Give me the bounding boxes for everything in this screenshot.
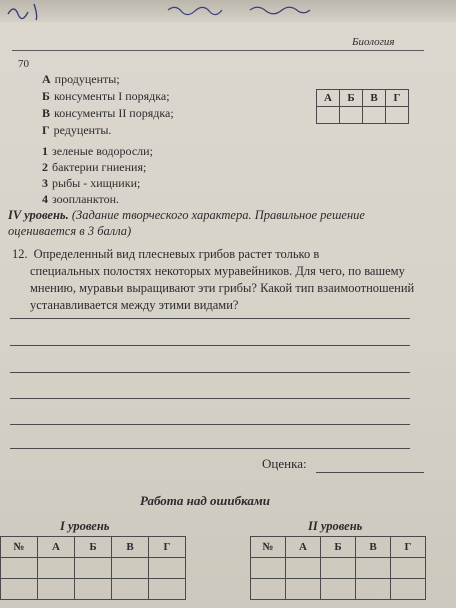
answer-table xyxy=(316,89,409,124)
category-b: Б консументы I порядка; xyxy=(42,89,170,103)
answer-cell[interactable] xyxy=(363,107,386,124)
col-number-header: № xyxy=(1,537,38,558)
header-rule xyxy=(12,50,424,51)
level-1-title: I уровень xyxy=(60,519,110,533)
table-cell[interactable] xyxy=(251,558,286,579)
answer-header-d: Г xyxy=(386,90,409,107)
answer-line[interactable] xyxy=(10,345,410,346)
category-a: А продуценты; xyxy=(42,72,120,86)
answer-line[interactable] xyxy=(10,398,410,399)
table-cell[interactable] xyxy=(112,558,149,579)
handwriting-scribble xyxy=(0,0,456,24)
category-c: В консументы II порядка; xyxy=(42,106,174,120)
mistakes-title: Работа над ошибками xyxy=(140,493,270,508)
table-cell[interactable] xyxy=(149,579,186,600)
answer-header-c: В xyxy=(363,90,386,107)
table-cell[interactable] xyxy=(38,558,75,579)
col-d-header: Г xyxy=(149,537,186,558)
col-c-header: В xyxy=(112,537,149,558)
table-cell[interactable] xyxy=(1,558,38,579)
table-cell[interactable] xyxy=(251,579,286,600)
level-4-heading xyxy=(8,207,426,239)
table-cell[interactable] xyxy=(356,579,391,600)
col-d-header: Г xyxy=(391,537,426,558)
answer-line[interactable] xyxy=(10,424,410,425)
table-cell[interactable] xyxy=(321,558,356,579)
task-text-first: Определенный вид плесневых грибов растет только в xyxy=(33,247,320,261)
answer-header-a: А xyxy=(317,90,340,107)
answer-cell[interactable] xyxy=(317,107,340,124)
col-b-header: Б xyxy=(321,537,356,558)
answer-header-b: Б xyxy=(340,90,363,107)
col-number-header: № xyxy=(251,537,286,558)
page-number: 70 xyxy=(18,58,29,70)
table-cell[interactable] xyxy=(38,579,75,600)
table-cell[interactable] xyxy=(1,579,38,600)
level-2-title: II уровень xyxy=(308,519,363,533)
table-cell[interactable] xyxy=(391,579,426,600)
col-a-header: А xyxy=(286,537,321,558)
task-12 xyxy=(12,246,424,314)
organism-1: 1 зеленые водоросли; xyxy=(42,144,153,158)
subject-heading: Биология xyxy=(352,36,395,48)
task-text-rest: специальных полостях некоторых муравейников. Для чего, по вашему мнению, муравьи выращивают эти грибы? Какой тип взаимоотношений устанавливается между этими видами? xyxy=(30,264,415,312)
table-cell[interactable] xyxy=(286,558,321,579)
category-d: Г редуценты. xyxy=(42,123,112,137)
col-a-header: А xyxy=(38,537,75,558)
level-2-table xyxy=(250,536,426,600)
answer-line[interactable] xyxy=(10,372,410,373)
table-cell[interactable] xyxy=(391,558,426,579)
col-b-header: Б xyxy=(75,537,112,558)
level-1-table xyxy=(0,536,186,600)
table-cell[interactable] xyxy=(75,579,112,600)
table-cell[interactable] xyxy=(356,558,391,579)
organism-3: 3 рыбы - хищники; xyxy=(42,176,141,190)
level-4-description: (Задание творческого характера. Правильное решение оценивается в 3 балла) xyxy=(8,208,365,238)
grade-field[interactable] xyxy=(316,472,424,473)
table-cell[interactable] xyxy=(286,579,321,600)
col-c-header: В xyxy=(356,537,391,558)
grade-label: Оценка: xyxy=(262,456,307,471)
answer-line[interactable] xyxy=(10,448,410,449)
table-cell[interactable] xyxy=(75,558,112,579)
answer-line[interactable] xyxy=(10,318,410,319)
organism-2: 2 бактерии гниения; xyxy=(42,160,147,174)
table-cell[interactable] xyxy=(149,558,186,579)
task-number: 12. xyxy=(12,247,28,261)
table-cell[interactable] xyxy=(112,579,149,600)
organism-4: 4 зоопланктон. xyxy=(42,192,120,206)
level-4-title: IV уровень. xyxy=(8,208,69,222)
table-cell[interactable] xyxy=(321,579,356,600)
answer-cell[interactable] xyxy=(386,107,409,124)
answer-cell[interactable] xyxy=(340,107,363,124)
